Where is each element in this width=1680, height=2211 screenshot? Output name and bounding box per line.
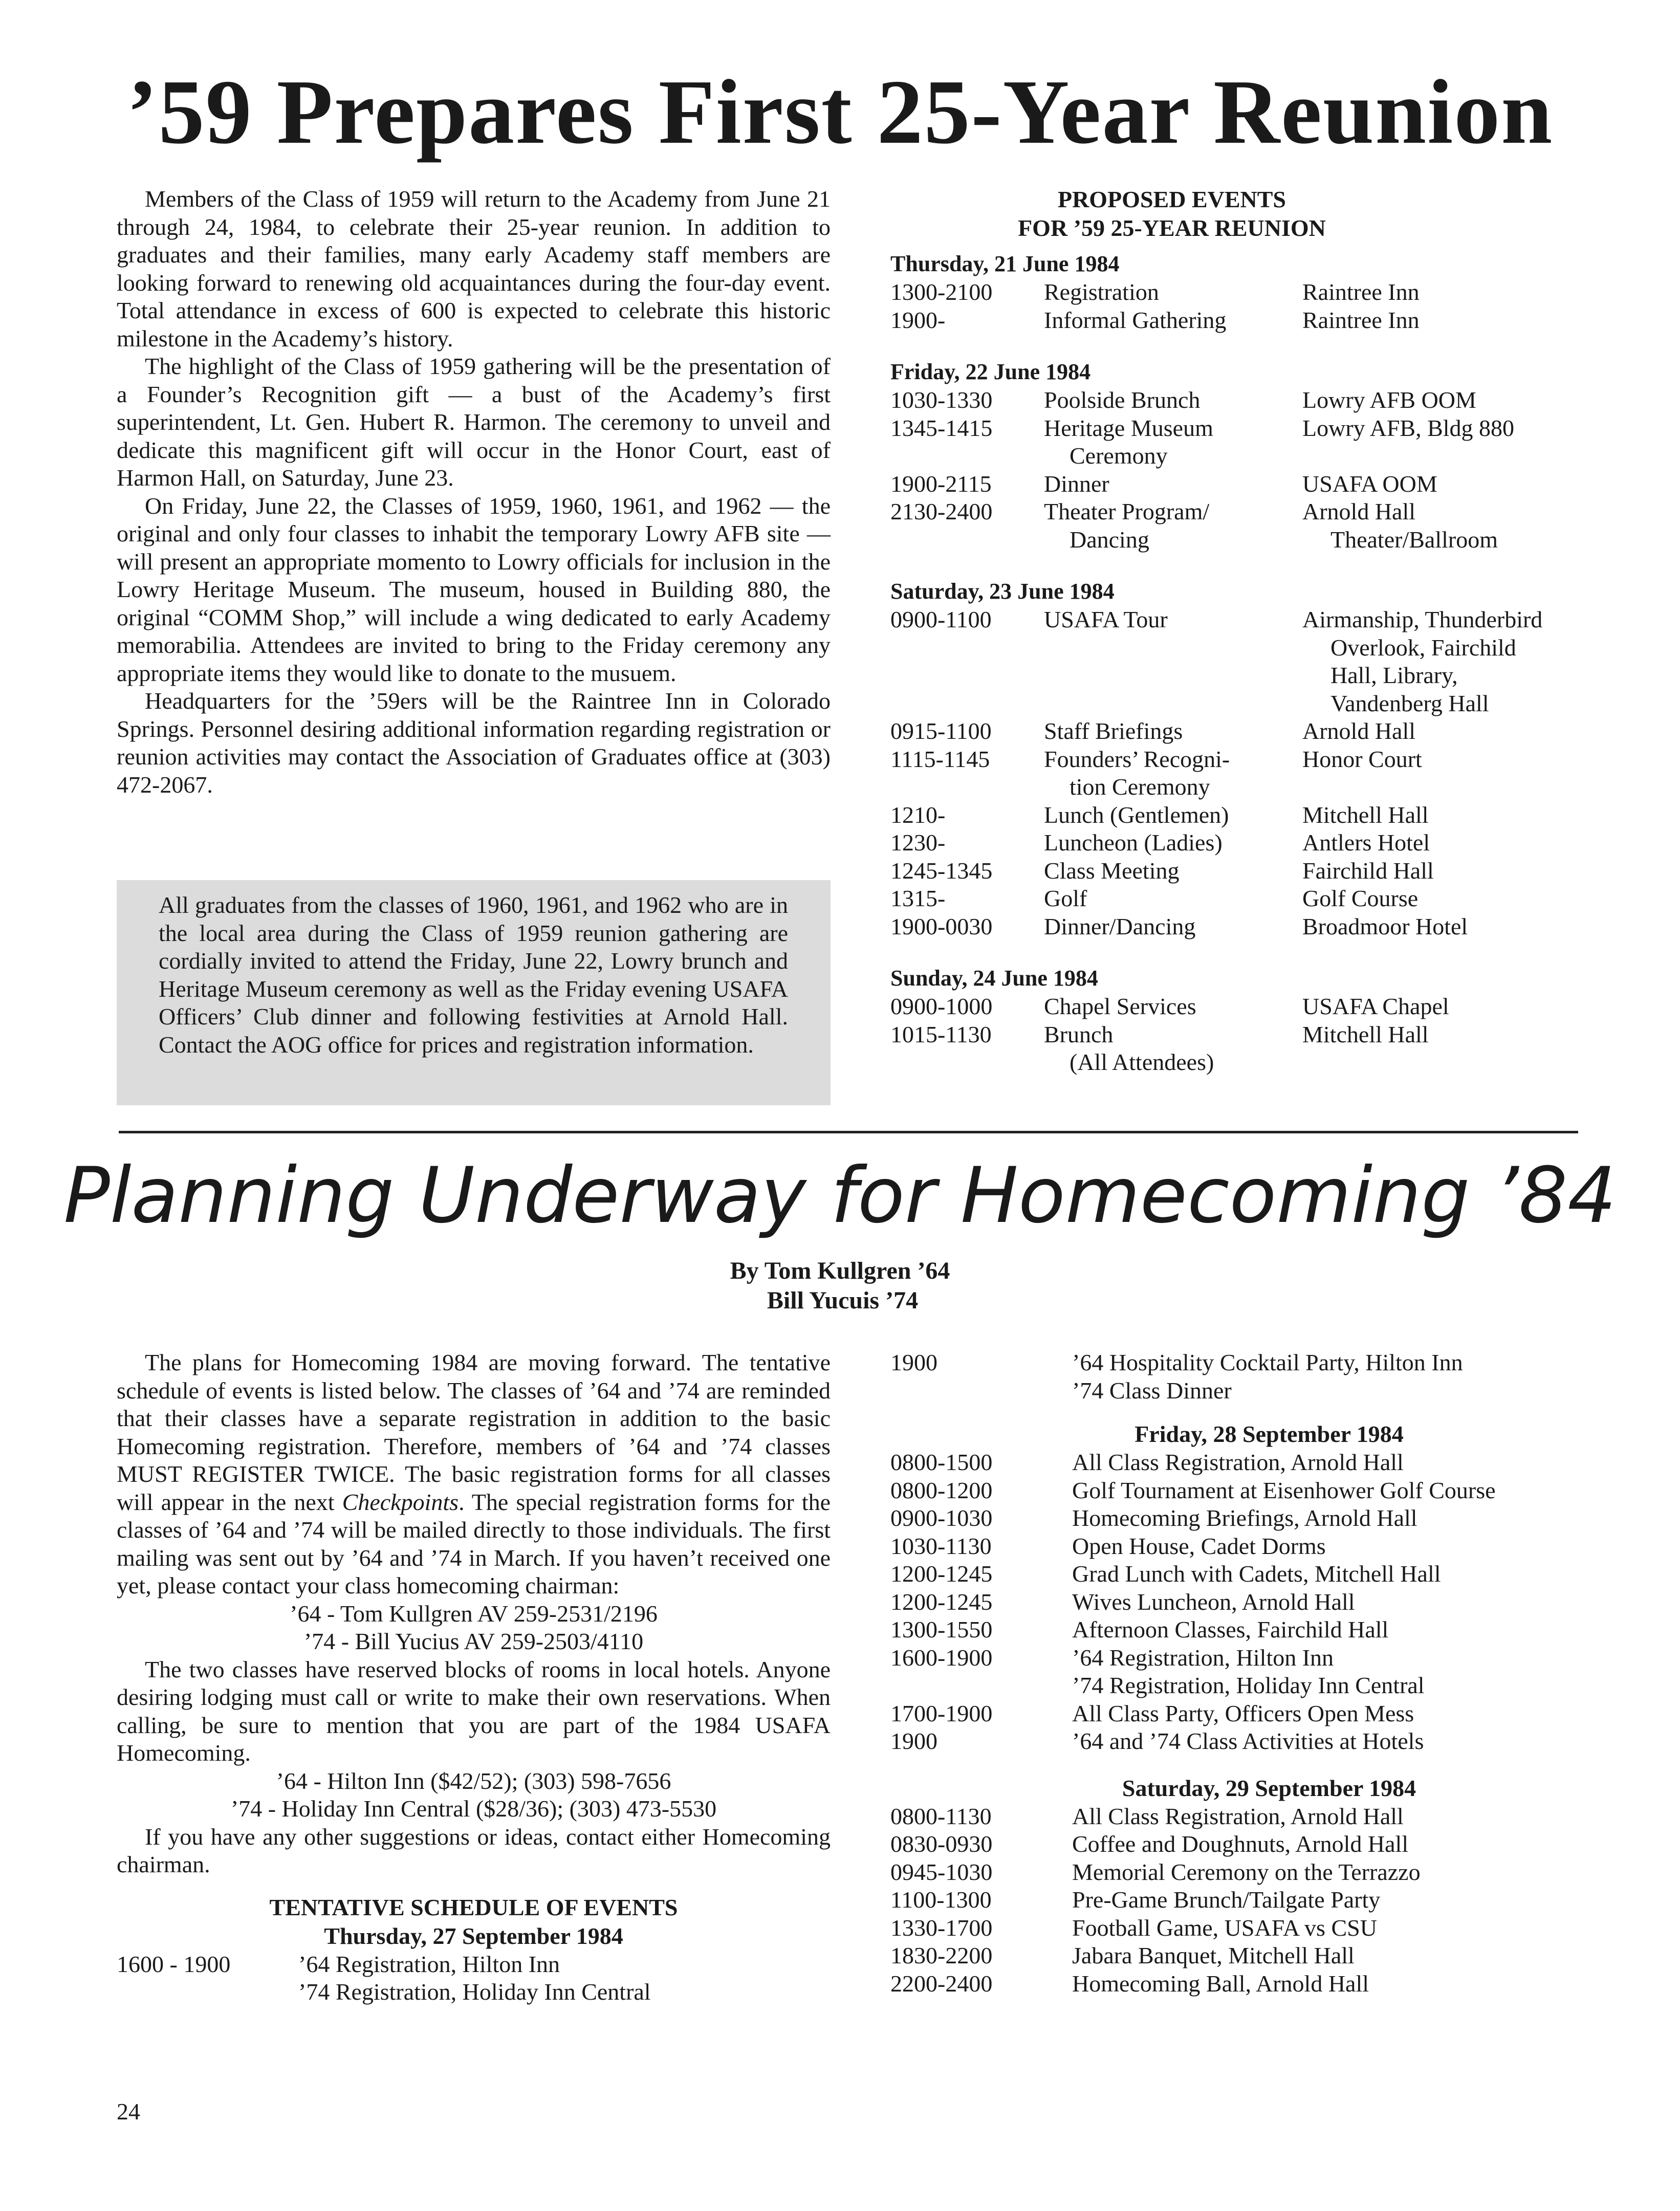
article2-title: Planning Underway for Homecoming ’84 [63, 1151, 1617, 1240]
schedule-row [890, 606, 1607, 717]
event-time: 1200-1245 [890, 1588, 993, 1615]
event-location: Raintree Inn [1302, 279, 1420, 305]
event-name: Memorial Ceremony on the Terrazzo [1072, 1858, 1421, 1885]
event-name: Pre-Game Brunch/Tailgate Party [1072, 1887, 1381, 1913]
event-name: Chapel Services [1044, 993, 1196, 1019]
event-time: 1315- [890, 885, 946, 911]
schedule-row [890, 717, 1607, 746]
schedule-row [890, 1727, 1607, 1756]
article2-p1: The plans for Homecoming 1984 are moving forward. The tentative schedule of events is listed below. The classes of ’64 and ’74 are reminded that their classes have a separate registration in addition to the basic Homecoming registration. Therefore, members of ’64 and ’74 classes MUST REGISTER TWICE. The basic registration forms for all classes will appear in the next [117, 1349, 831, 1515]
schedule-row [890, 1830, 1607, 1858]
day-rows [890, 993, 1607, 1077]
article2-paragraph [117, 1349, 831, 1600]
event-name: Brunch [1044, 1021, 1114, 1047]
schedule-row [890, 1886, 1607, 1914]
friday-heading: Friday, 28 September 1984 [1134, 1421, 1404, 1447]
event-location: Mitchell Hall [1302, 1021, 1429, 1047]
article1-paragraph: Headquarters for the ’59ers will be the Raintree Inn in Colorado Springs. Personnel desiring additional information regarding registration or reunion activities may contact the Association of Graduates office at (303) 472-2067. [117, 688, 831, 798]
article1-paragraph: Members of the Class of 1959 will return to the Academy from June 21 through 24, 1984, to celebrate their 25-year reunion. In addition to graduates and their families, many early Academy staff members are looking forward to renewing old acquaintances during the four-day event. Total attendance in excess of 600 is expected to celebrate this historic milestone in the Academy’s history. [117, 186, 831, 352]
schedule-row [890, 386, 1607, 414]
proposed-events-table [890, 185, 1607, 1077]
event-name: All Class Registration, Arnold Hall [1072, 1803, 1404, 1829]
event-name: Luncheon (Ladies) [1044, 829, 1223, 856]
event-name: USAFA Tour [1044, 606, 1168, 632]
event-location: Lowry AFB, Bldg 880 [1302, 414, 1515, 441]
event-name: ’64 Registration, Hilton Inn [298, 1951, 560, 1977]
event-time: 2130-2400 [890, 498, 993, 524]
schedule-row [890, 857, 1607, 885]
thursday-heading: Thursday, 27 September 1984 [324, 1922, 623, 1949]
event-time: 1015-1130 [890, 1021, 992, 1047]
event-location: Golf Course [1302, 885, 1419, 911]
event-name: Theater Program/ [1044, 498, 1210, 524]
page-number: 24 [117, 2098, 140, 2125]
event-name: ’64 Hospitality Cocktail Party, Hilton Inn [1072, 1349, 1463, 1375]
schedule-row [890, 278, 1607, 307]
proposed-events-heading: PROPOSED EVENTS [1057, 186, 1286, 212]
schedule-row [890, 1477, 1607, 1505]
reunion-days [890, 250, 1607, 1077]
event-time: 1600-1900 [890, 1644, 993, 1671]
event-name: Homecoming Ball, Arnold Hall [1072, 1970, 1369, 1997]
event-name: ’74 Class Dinner [1072, 1377, 1232, 1404]
day-rows [890, 278, 1607, 334]
event-time: 1900 [890, 1728, 937, 1754]
schedule-row [890, 801, 1607, 829]
schedule-row [890, 746, 1607, 801]
day-rows [890, 606, 1607, 940]
event-name: All Class Party, Officers Open Mess [1072, 1700, 1414, 1726]
article2-paragraph: If you have any other suggestions or ideas, contact either Homecoming chairman. [117, 1823, 831, 1877]
schedule-row [890, 1349, 1607, 1405]
schedule-row [890, 1588, 1607, 1616]
schedule-row [890, 913, 1607, 941]
event-location: Honor Court [1302, 746, 1422, 772]
day-heading: Saturday, 23 June 1984 [890, 579, 1115, 604]
event-name: tion Ceremony [1070, 774, 1210, 800]
event-time: 1830-2200 [890, 1942, 993, 1968]
hotel-line: ’74 - Holiday Inn Central ($28/36); (303) 473-5530 [230, 1796, 717, 1822]
article1-paragraph: On Friday, June 22, the Classes of 1959, 1960, 1961, and 1962 — the original and only four classes to inhabit the temporary Lowry AFB site — will present an appropriate momento to Lowry officials for inclusion in the Lowry Heritage Museum. The museum, housed in Building 880, the original “COMM Shop,” will include a wing dedicated to early Academy memorabilia. Attendees are invited to bring to the Friday ceremony any appropriate items they would like to donate to the musuem. [117, 492, 831, 686]
event-time: 1300-1550 [890, 1616, 993, 1643]
day-heading: Friday, 22 June 1984 [890, 359, 1091, 384]
event-name: Registration [1044, 279, 1159, 305]
event-time: 0945-1030 [890, 1858, 993, 1885]
event-name: Dancing [1070, 526, 1149, 553]
contact-line: ’64 - Tom Kullgren AV 259-2531/2196 [290, 1600, 658, 1627]
schedule-row [890, 1616, 1607, 1644]
event-time: 0900-1030 [890, 1505, 993, 1531]
event-time: 0800-1500 [890, 1449, 993, 1475]
event-location: Fairchild Hall [1302, 857, 1434, 884]
event-time: 1115-1145 [890, 746, 990, 772]
saturday-heading: Saturday, 29 September 1984 [1122, 1775, 1416, 1801]
schedule-row [890, 498, 1607, 554]
event-location: Vandenberg Hall [1330, 690, 1489, 716]
event-name: Ceremony [1070, 443, 1168, 469]
event-time: 0900-1000 [890, 993, 993, 1019]
event-name: ’74 Registration, Holiday Inn Central [1072, 1672, 1425, 1698]
event-name: Football Game, USAFA vs CSU [1072, 1914, 1377, 1941]
friday-schedule [890, 1449, 1607, 1756]
event-name: Golf Tournament at Eisenhower Golf Course [1072, 1477, 1496, 1503]
byline-author-1: By Tom Kullgren ’64 [730, 1257, 950, 1284]
event-time: 0915-1100 [890, 718, 992, 744]
event-name: Dinner/Dancing [1044, 913, 1196, 939]
event-time: 0800-1200 [890, 1477, 993, 1503]
event-location: USAFA OOM [1302, 470, 1437, 497]
schedule-row [890, 1858, 1607, 1887]
schedule-row [890, 1533, 1607, 1561]
schedule-row [890, 1942, 1607, 1970]
tentative-schedule-heading: TENTATIVE SCHEDULE OF EVENTS [269, 1894, 678, 1920]
event-time: 1030-1130 [890, 1533, 992, 1559]
event-location: Lowry AFB OOM [1302, 387, 1476, 413]
day-heading: Sunday, 24 June 1984 [890, 966, 1098, 991]
invitation-sidebar [117, 880, 831, 1105]
schedule-row [890, 885, 1607, 913]
event-time: 1600 - 1900 [117, 1951, 231, 1977]
event-location: Theater/Ballroom [1330, 526, 1498, 553]
event-location: Arnold Hall [1302, 718, 1416, 744]
event-time: 1330-1700 [890, 1914, 993, 1941]
schedule-row [890, 1914, 1607, 1942]
event-name: Homecoming Briefings, Arnold Hall [1072, 1505, 1417, 1531]
day-rows [890, 386, 1607, 554]
section-divider [119, 1131, 1578, 1133]
byline [0, 1256, 1680, 1316]
article1-paragraph: The highlight of the Class of 1959 gathering will be the presentation of a Founder’s Recognition gift — a bust of the Academy’s first superintendent, Lt. Gen. Hubert R. Harmon. The ceremony to unveil and dedicate this magnificent gift will occur in the Honor Court, east of Harmon Hall, on Saturday, June 23. [117, 353, 831, 491]
thursday-schedule-continued [890, 1349, 1607, 1405]
event-time: 1900 [890, 1349, 937, 1375]
event-name: Afternoon Classes, Fairchild Hall [1072, 1616, 1389, 1643]
event-name: Wives Luncheon, Arnold Hall [1072, 1588, 1355, 1615]
event-location: Broadmoor Hotel [1302, 913, 1468, 939]
contact-line: ’74 - Bill Yucius AV 259-2503/4110 [303, 1628, 644, 1654]
event-time: 1900-0030 [890, 913, 993, 939]
event-name: Lunch (Gentlemen) [1044, 801, 1229, 828]
event-location: Mitchell Hall [1302, 801, 1429, 828]
event-time: 0830-0930 [890, 1831, 993, 1857]
event-name: Staff Briefings [1044, 718, 1183, 744]
schedule-row [890, 829, 1607, 857]
schedule-row [890, 1803, 1607, 1831]
schedule-row [890, 993, 1607, 1021]
saturday-schedule [890, 1803, 1607, 1998]
event-name: ’64 and ’74 Class Activities at Hotels [1072, 1728, 1424, 1754]
article2-paragraph: The two classes have reserved blocks of rooms in local hotels. Anyone desiring lodging must call or write to make their own reservations. When calling, be sure to mention that you are part of the 1984 USAFA Homecoming. [117, 1656, 831, 1766]
event-time: 1230- [890, 829, 946, 856]
event-time: 0900-1100 [890, 606, 992, 632]
homecoming-schedule-right [890, 1349, 1607, 1998]
schedule-row [890, 1504, 1607, 1533]
event-location: USAFA Chapel [1302, 993, 1449, 1019]
event-location: Hall, Library, [1330, 662, 1458, 688]
proposed-events-subheading: FOR ’59 25-YEAR REUNION [1018, 215, 1326, 241]
schedule-row [890, 414, 1607, 470]
event-time: 1200-1245 [890, 1561, 993, 1587]
event-time: 1030-1330 [890, 387, 993, 413]
schedule-row [890, 1560, 1607, 1588]
schedule-row [890, 1700, 1607, 1728]
event-location: Antlers Hotel [1302, 829, 1430, 856]
event-name: Founders’ Recogni- [1044, 746, 1230, 772]
thursday-schedule [117, 1951, 831, 2006]
checkpoints-italic: Checkpoints [342, 1488, 459, 1515]
schedule-row [117, 1951, 831, 2006]
event-time: 1245-1345 [890, 857, 993, 884]
event-time: 0800-1130 [890, 1803, 992, 1829]
article2-p1-rest: . The special registration forms for the classes of ’64 and ’74 will be mailed directly to those individuals. The first mailing was sent out by ’64 and ’74 in March. If you haven’t received one yet, please contact your class homecoming chairman: [117, 1488, 831, 1599]
event-time: 1700-1900 [890, 1700, 993, 1726]
schedule-row [890, 1644, 1607, 1700]
invitation-text: All graduates from the classes of 1960, 1961, and 1962 who are in the local area during the Class of 1959 reunion gathering are cordially invited to attend the Friday, June 22, Lowry brunch and Heritage Museum ceremony as well as the Friday evening USAFA Officers’ Club dinner and following festivities at Arnold Hall. Contact the AOG office for prices and registration information. [159, 892, 788, 1058]
event-location: Arnold Hall [1302, 498, 1416, 524]
event-time: 1300-2100 [890, 279, 993, 305]
event-name: ’74 Registration, Holiday Inn Central [298, 1979, 651, 2005]
event-name: Grad Lunch with Cadets, Mitchell Hall [1072, 1561, 1441, 1587]
event-name: Open House, Cadet Dorms [1072, 1533, 1326, 1559]
event-time: 1345-1415 [890, 414, 993, 441]
event-location: Overlook, Fairchild [1330, 634, 1516, 661]
event-name: Class Meeting [1044, 857, 1180, 884]
event-name: ’64 Registration, Hilton Inn [1072, 1644, 1334, 1671]
article1-body [117, 185, 831, 799]
event-name: All Class Registration, Arnold Hall [1072, 1449, 1404, 1475]
schedule-row [890, 307, 1607, 335]
schedule-row [890, 1449, 1607, 1477]
article1-title: ’59 Prepares First 25-Year Reunion [126, 61, 1554, 163]
event-time: 1210- [890, 801, 946, 828]
schedule-row [890, 1021, 1607, 1077]
article2-body [117, 1349, 831, 2006]
event-time: 1100-1300 [890, 1887, 992, 1913]
event-location: Airmanship, Thunderbird [1302, 606, 1543, 632]
event-name: Jabara Banquet, Mitchell Hall [1072, 1942, 1355, 1968]
event-name: Poolside Brunch [1044, 387, 1201, 413]
event-name: Heritage Museum [1044, 414, 1213, 441]
event-name: Dinner [1044, 470, 1109, 497]
event-name: Informal Gathering [1044, 307, 1227, 333]
event-time: 2200-2400 [890, 1970, 993, 1997]
hotel-line: ’64 - Hilton Inn ($42/52); (303) 598-7656 [276, 1767, 671, 1794]
event-name: Golf [1044, 885, 1087, 911]
event-name: Coffee and Doughnuts, Arnold Hall [1072, 1831, 1409, 1857]
event-time: 1900-2115 [890, 470, 992, 497]
byline-author-2: Bill Yucuis ’74 [767, 1287, 919, 1314]
event-name: (All Attendees) [1070, 1049, 1214, 1075]
schedule-row [890, 470, 1607, 498]
schedule-row [890, 1970, 1607, 1998]
event-location: Raintree Inn [1302, 307, 1420, 333]
day-heading: Thursday, 21 June 1984 [890, 251, 1120, 276]
event-time: 1900- [890, 307, 946, 333]
